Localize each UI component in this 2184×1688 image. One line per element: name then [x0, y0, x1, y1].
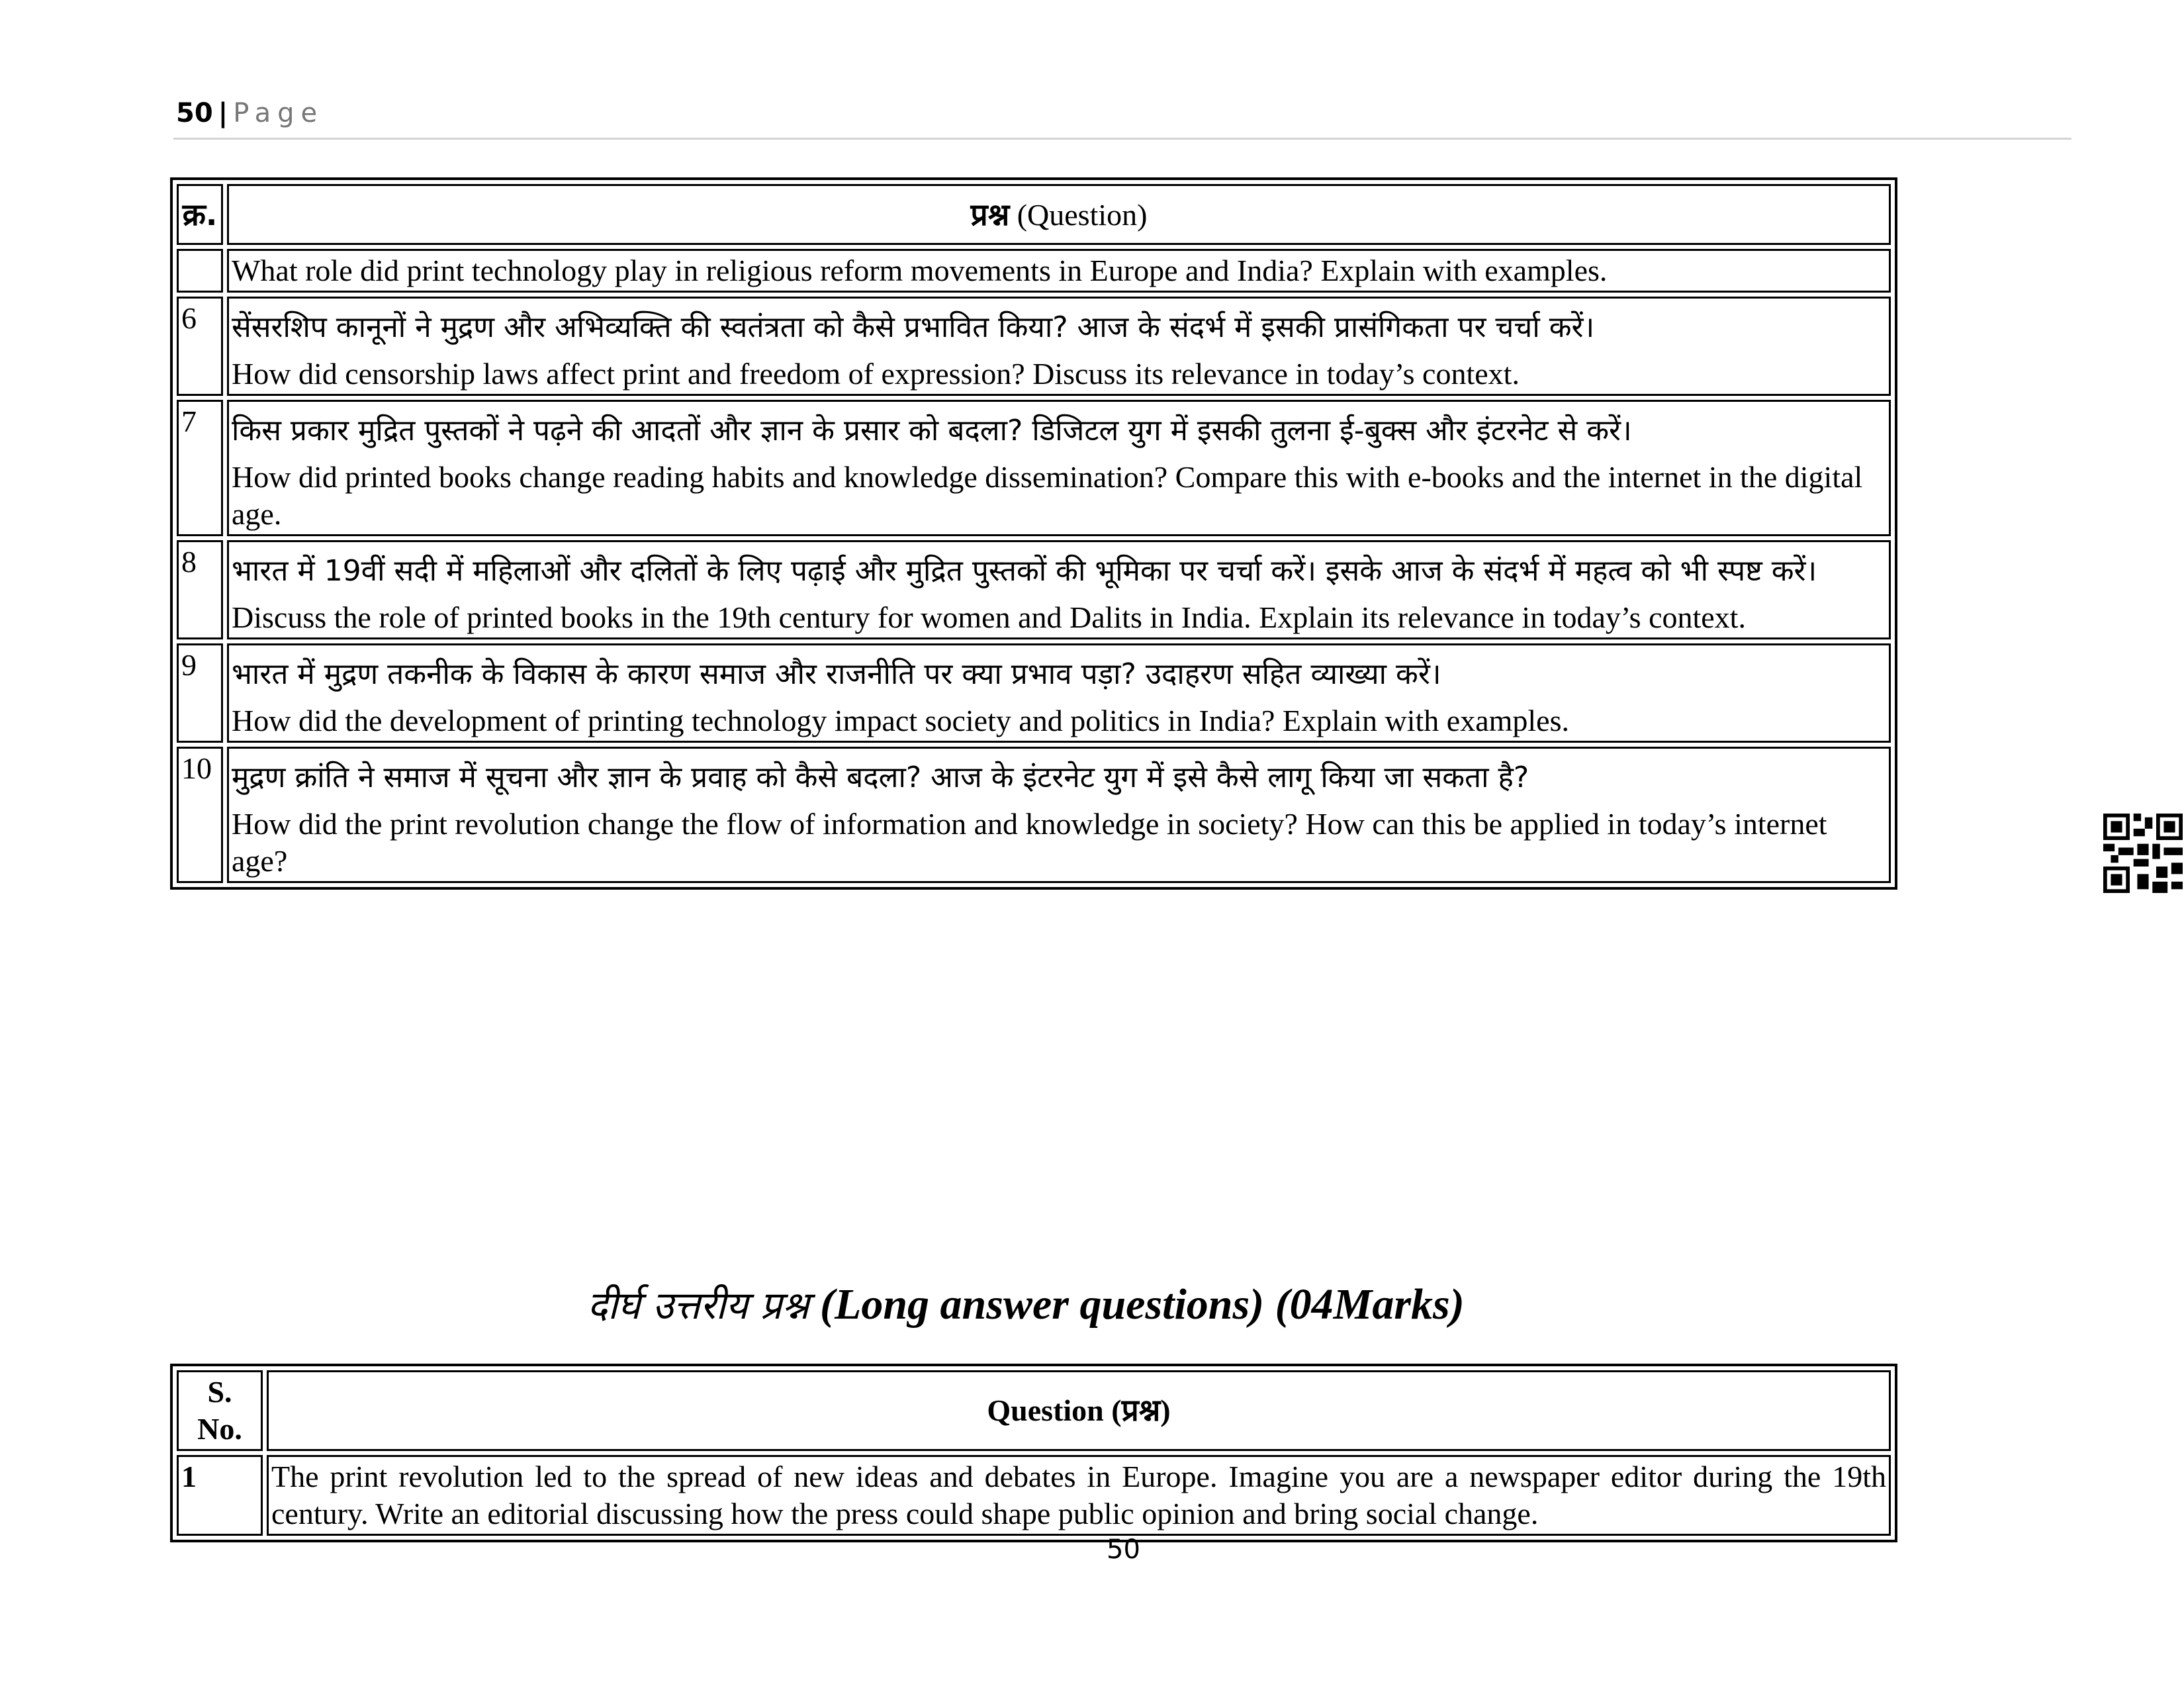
row-number: 10 [177, 747, 223, 883]
question-hi: मुद्रण क्रांति ने समाज में सूचना और ज्ञान के प्रवाह को कैसे बदला? आज के इंटरनेट युग में इसे कैसे लागू किया जा सकता है? [232, 761, 1529, 794]
question-en: How did printed books change reading habits and knowledge dissemination? Compare this with e-books and the internet in the digital age. [232, 460, 1863, 531]
row-number: 8 [177, 540, 223, 639]
section-title [0, 1278, 2118, 1330]
header-page-number: 50 [176, 98, 213, 128]
row-number: 7 [177, 400, 223, 536]
table-row [177, 249, 1891, 293]
question-cell [227, 643, 1891, 743]
long-questions-table [170, 1364, 1897, 1542]
question-en: How did the development of printing technology impact society and politics in India? Explain with examples. [232, 704, 1569, 737]
row-number: 6 [177, 297, 223, 396]
row-number [177, 249, 223, 293]
short-questions-table [170, 177, 1897, 890]
row-number: 9 [177, 643, 223, 743]
qr-code-icon [2103, 814, 2183, 893]
header-page-label: Page [233, 98, 324, 128]
col-header-question [227, 184, 1891, 245]
footer-page-number: 50 [1107, 1534, 1140, 1565]
question-hi: भारत में 19वीं सदी में महिलाओं और दलितों के लिए पढ़ाई और मुद्रित पुस्तकों की भूमिका पर चर्चा करें। इसके आज के संदर्भ में महत्व को भी स्पष्ट करें। [232, 554, 1817, 588]
table-row [177, 540, 1891, 639]
table-row [177, 643, 1891, 743]
question-en: How did censorship laws affect print and freedom of expression? Discuss its relevance in today’s context. [232, 357, 1520, 391]
header-divider [173, 138, 2071, 140]
question-hi: किस प्रकार मुद्रित पुस्तकों ने पढ़ने की आदतों और ज्ञान के प्रसार को बदला? डिजिटल युग में इसकी तुलना ई-बुक्स और इंटरनेट से करें। [232, 414, 1632, 447]
table-header-row [177, 184, 1891, 245]
table-header-row [177, 1370, 1891, 1451]
question-en: What role did print technology play in religious reform movements in Europe and India? Explain with examples. [232, 254, 1608, 287]
table-row [177, 400, 1891, 536]
section-title-hi: दीर्घ उत्तरीय प्रश्न [587, 1283, 809, 1328]
question-en: The print revolution led to the spread of new ideas and debates in Europe. Imagine you are a newspaper editor during the 19th century. Write an editorial discussing how the press could shape public opinion and bring social change. [267, 1455, 1891, 1536]
section-title-en: (Long answer questions) (04Marks) [820, 1280, 1465, 1329]
question-en: Discuss the role of printed books in the 19th century for women and Dalits in India. Explain its relevance in today’s context. [232, 600, 1746, 634]
col-header-question-en: (Question) [1017, 197, 1148, 232]
col-header-question: Question (प्रश्न) [267, 1370, 1891, 1451]
col-header-question-hi: प्रश्न [970, 196, 1010, 232]
question-cell [227, 747, 1891, 883]
question-cell [227, 297, 1891, 396]
col-header-number: क्र. [177, 184, 223, 245]
table-row [177, 1455, 1891, 1536]
question-cell [227, 249, 1891, 293]
header-separator: | [218, 98, 228, 128]
question-cell [227, 400, 1891, 536]
table-row [177, 747, 1891, 883]
table-row [177, 297, 1891, 396]
question-en: How did the print revolution change the flow of information and knowledge in society? How can this be applied in today’s internet age? [232, 807, 1827, 878]
col-header-sno: S. No. [177, 1370, 263, 1451]
question-cell [227, 540, 1891, 639]
row-number: 1 [177, 1455, 263, 1536]
page-header [176, 98, 324, 128]
question-hi: सेंसरशिप कानूनों ने मुद्रण और अभिव्यक्ति की स्वतंत्रता को कैसे प्रभावित किया? आज के संदर्भ में इसकी प्रासंगिकता पर चर्चा करें। [232, 310, 1595, 344]
question-hi: भारत में मुद्रण तकनीक के विकास के कारण समाज और राजनीति पर क्या प्रभाव पड़ा? उदाहरण सहित व्याख्या करें। [232, 657, 1441, 691]
